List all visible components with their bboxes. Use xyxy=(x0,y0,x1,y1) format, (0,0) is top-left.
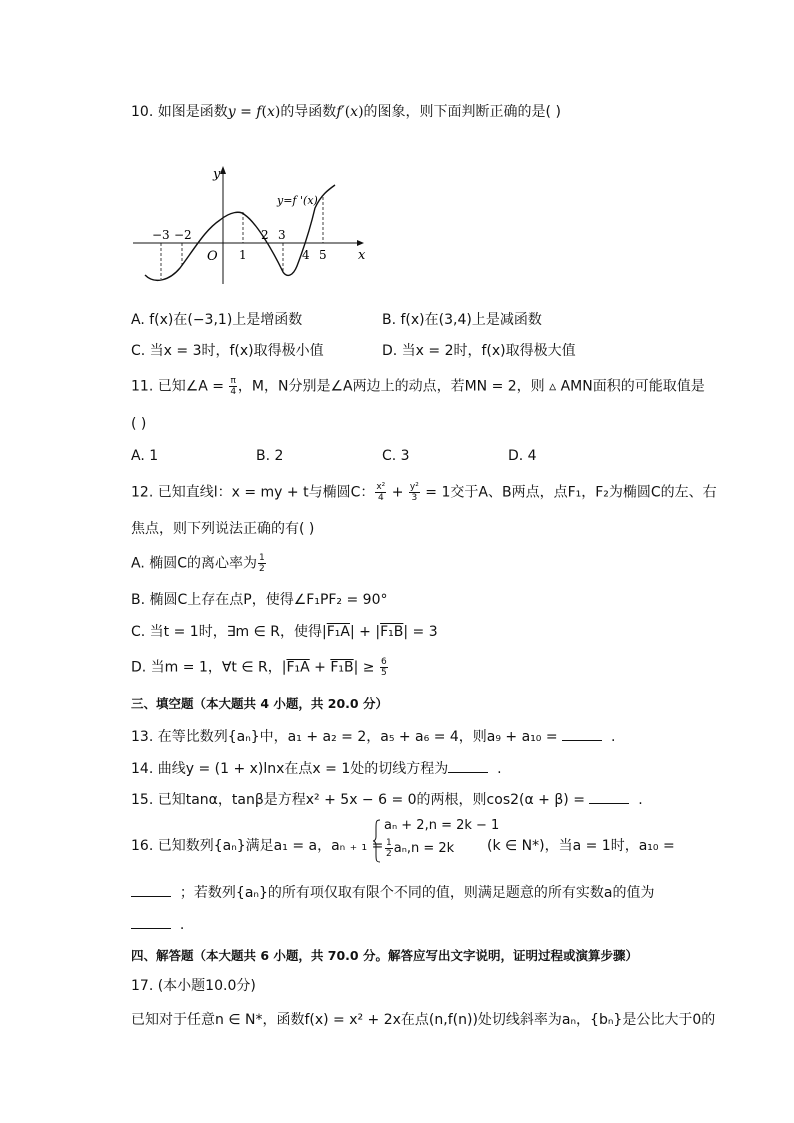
q10-p3: ( xyxy=(344,104,351,120)
q14-end: . xyxy=(497,761,502,777)
q12-opt-d-den: 5 xyxy=(381,668,387,678)
q12-f2-num: y² xyxy=(409,482,419,492)
q16-line-2 xyxy=(131,882,654,903)
q12-option-c xyxy=(131,622,438,642)
q10-m3: x xyxy=(266,104,275,120)
q10-text-a: 10. 如图是函数 xyxy=(131,104,228,120)
q16-line-2-text: ；若数列{aₙ}的所有项仅取有限个不同的值，则满足题意的所有实数a的值为 xyxy=(179,885,655,901)
q10-m5: x xyxy=(350,104,359,120)
tick-minus2: −2 xyxy=(174,228,192,242)
q16-condition: (k ∈ N*)，当a = 1时，a₁₀ = xyxy=(487,838,675,854)
q10-option-c: C. 当x = 3时，f(x)取得极小值 xyxy=(131,343,324,359)
q11-frac-den: 4 xyxy=(230,387,237,397)
q17-head: 17. (本小题10.0分) xyxy=(131,978,256,994)
q11-stem xyxy=(131,376,705,397)
q16-half-num: 1 xyxy=(386,838,392,848)
q11-option-a: A. 1 xyxy=(131,448,159,464)
q15-blank xyxy=(589,789,629,804)
q12-stem-2: 焦点，则下列说法正确的有( ) xyxy=(131,521,315,537)
q14-blank xyxy=(448,758,488,773)
tick-1: 1 xyxy=(239,248,247,262)
q12-opt-a-den: 2 xyxy=(259,564,265,574)
q11-option-b: B. 2 xyxy=(256,448,284,464)
tick-5: 5 xyxy=(319,248,327,262)
brace-icon xyxy=(372,818,382,864)
q12-stem xyxy=(131,482,717,503)
q12-opt-c-vec1: F₁A xyxy=(326,624,350,640)
q12-option-d xyxy=(131,657,389,678)
q10-option-d: D. 当x = 2时，f(x)取得极大值 xyxy=(382,343,576,359)
q15-end: . xyxy=(638,792,643,808)
q12-option-a xyxy=(131,553,267,574)
tick-4: 4 xyxy=(302,248,310,262)
q14 xyxy=(131,758,502,779)
q11-frac-num: π xyxy=(230,376,236,386)
q16-blank-2 xyxy=(131,914,171,929)
q12-plus: + xyxy=(387,484,408,501)
q11-fraction xyxy=(229,376,236,397)
x-axis-arrow xyxy=(357,240,364,246)
tick-3: 3 xyxy=(278,228,286,242)
q11-option-d: D. 4 xyxy=(508,448,537,464)
q13-end: . xyxy=(610,729,616,745)
derivative-graph xyxy=(125,160,375,290)
q12-opt-c-mid: | + | xyxy=(349,624,381,640)
q10-m4: f′ xyxy=(336,104,345,120)
q15 xyxy=(131,789,643,810)
y-axis-arrow xyxy=(220,166,226,174)
q10-m1: y xyxy=(227,104,236,120)
q12-opt-c-pre: C. 当t = 1时，∃m ∈ R，使得| xyxy=(131,624,327,640)
q12-opt-d-fraction xyxy=(380,657,388,678)
q11-text-b: ，M，N分别是∠A两边上的动点，若MN = 2，则 ▵ AMN面积的可能取值是 xyxy=(237,378,705,395)
q10-p2: ) xyxy=(274,104,281,120)
q12-fraction-x xyxy=(375,482,386,503)
q12-text-a: 12. 已知直线l：x = my + t与椭圆C： xyxy=(131,484,375,501)
q12-opt-a-num: 1 xyxy=(259,553,265,563)
q12-opt-c-vec2: F₁B xyxy=(380,624,404,640)
q12-opt-d-mid: + xyxy=(309,659,331,676)
q11-text-a: 11. 已知∠A = xyxy=(131,378,229,395)
q10-eq1: = xyxy=(235,104,257,120)
q16-case-1: aₙ + 2,n = 2k − 1 xyxy=(384,818,500,833)
q16-stem: 16. 已知数列{aₙ}满足a₁ = a，aₙ ₊ ₁ = xyxy=(131,838,384,854)
q12-option-b: B. 椭圆C上存在点P，使得∠F₁PF₂ = 90° xyxy=(131,592,388,608)
q16-case-2-text: aₙ,n = 2k xyxy=(393,841,455,856)
q16-line-3 xyxy=(131,914,184,935)
x-axis-label: x xyxy=(358,248,366,263)
q16-case-2 xyxy=(384,838,454,859)
q16-piecewise xyxy=(372,818,500,864)
q12-opt-a-fraction xyxy=(258,553,266,574)
q10-p4: ) xyxy=(358,104,364,120)
q10-stem xyxy=(131,102,561,122)
q13-blank xyxy=(562,726,602,741)
q12-f1-num: x² xyxy=(376,482,386,492)
q10-option-a: A. f(x)在(−3,1)上是增函数 xyxy=(131,312,303,328)
q16-blank-1 xyxy=(131,882,171,897)
curve-label: y=f '(x) xyxy=(277,194,318,207)
q16-end: . xyxy=(179,917,185,933)
q10-option-b: B. f(x)在(3,4)上是减函数 xyxy=(382,312,542,328)
tick-minus3: −3 xyxy=(152,228,170,242)
q11-paren: ( ) xyxy=(131,416,147,432)
q12-fraction-y xyxy=(409,482,420,503)
tick-2: 2 xyxy=(261,228,269,242)
q12-text-b: = 1交于A、B两点，点F₁，F₂为椭圆C的左、右 xyxy=(420,484,717,501)
q12-opt-d-vec1: F₁A xyxy=(286,659,310,676)
q10-text-c: 的图象，则下面判断正确的是( ) xyxy=(363,104,561,120)
q13-text: 13. 在等比数列{aₙ}中，a₁ + a₂ = 2，a₅ + a₆ = 4，则a₉ + a₁₀ = xyxy=(131,729,563,745)
q11-option-c: C. 3 xyxy=(382,448,410,464)
q12-opt-d-pre: D. 当m = 1，∀t ∈ R，| xyxy=(131,659,287,676)
q10-m2: f xyxy=(256,104,262,120)
q10-p1: ( xyxy=(261,104,267,120)
q12-f2-den: 3 xyxy=(411,493,418,503)
q12-opt-d-end: | ≥ xyxy=(353,659,379,676)
q12-opt-d-num: 6 xyxy=(381,657,387,667)
q13 xyxy=(131,726,615,747)
q12-opt-a-text: A. 椭圆C的离心率为 xyxy=(131,555,258,572)
q10-text-b: 的导函数 xyxy=(280,104,337,120)
q12-opt-c-end: | = 3 xyxy=(403,624,438,640)
section-3-heading: 三、填空题（本大题共 4 小题，共 20.0 分） xyxy=(131,696,388,711)
q16-half-den: 2 xyxy=(386,849,392,859)
q14-text: 14. 曲线y = (1 + x)lnx在点x = 1处的切线方程为 xyxy=(131,761,449,777)
section-4-heading: 四、解答题（本大题共 6 小题，共 70.0 分。解答应写出文字说明，证明过程或演算步骤） xyxy=(131,948,638,963)
origin-label: O xyxy=(207,249,218,264)
q12-opt-d-vec2: F₁B xyxy=(330,659,354,676)
q12-f1-den: 4 xyxy=(377,493,384,503)
q16-half xyxy=(385,838,393,859)
q15-text: 15. 已知tanα，tanβ是方程x² + 5x − 6 = 0的两根，则cos2(α + β) = xyxy=(131,792,590,808)
q17-body: 已知对于任意n ∈ N*，函数f(x) = x² + 2x在点(n,f(n))处切线斜率为aₙ，{bₙ}是公比大于0的 xyxy=(131,1012,716,1028)
y-axis-label: y xyxy=(213,167,221,182)
